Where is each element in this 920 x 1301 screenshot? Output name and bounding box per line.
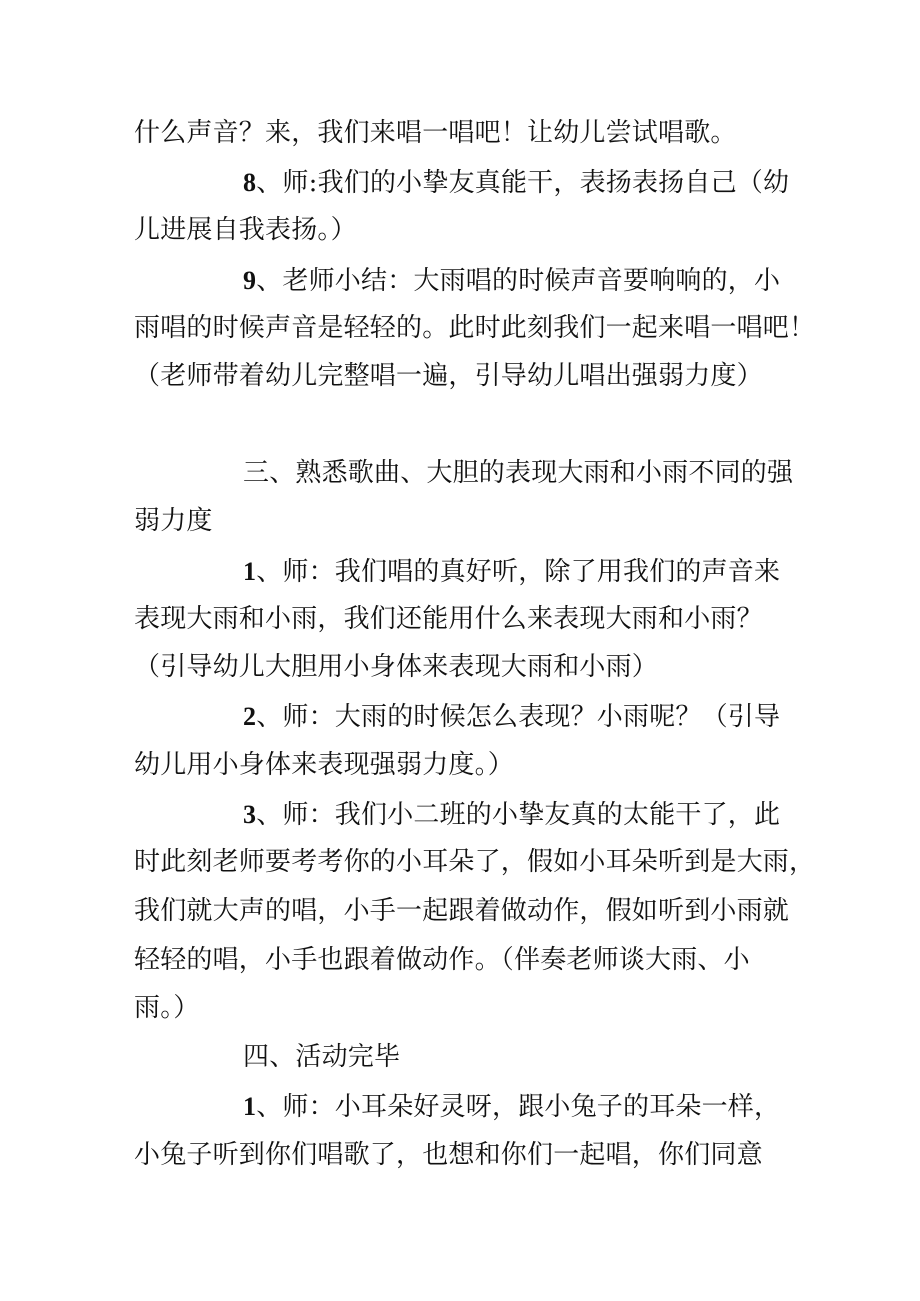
- line-text: 雨。）: [134, 993, 200, 1023]
- paragraph-line: [243, 800, 780, 830]
- line-text: 、师：小耳朵好灵呀，跟小兔子的耳朵一样，: [256, 1092, 781, 1122]
- section-heading: [243, 1042, 400, 1072]
- item-number: 2: [243, 702, 257, 731]
- section-heading-cont: [134, 506, 213, 536]
- paragraph-line: [243, 557, 780, 587]
- paragraph-line: [134, 945, 750, 975]
- line-text: 三、熟悉歌曲、大胆的表现大雨和小雨不同的强: [243, 458, 794, 488]
- line-text: 表现大雨和小雨，我们还能用什么来表现大雨和小雨？: [134, 604, 763, 634]
- paragraph-line: [243, 702, 780, 732]
- paragraph-line: [134, 1140, 763, 1170]
- paragraph-line: [134, 652, 658, 682]
- line-text: 、师：我们小二班的小挚友真的太能干了，此: [256, 800, 781, 830]
- line-text: 四、活动完毕: [243, 1042, 401, 1072]
- line-text: 轻轻的唱，小手也跟着做动作。（伴奏老师谈大雨、小: [134, 945, 750, 975]
- line-text: （老师带着幼儿完整唱一遍，引导幼儿唱出强弱力度）: [134, 361, 763, 391]
- line-text: 、师:我们的小挚友真能干，表扬表扬自己（幼: [256, 168, 790, 198]
- line-text: 我们就大声的唱，小手一起跟着做动作，假如听到小雨就: [134, 896, 790, 926]
- line-text: 弱力度: [134, 506, 213, 536]
- paragraph-line: [134, 361, 763, 391]
- paragraph-line: [134, 604, 763, 634]
- paragraph-line: [134, 313, 815, 343]
- paragraph-line: [134, 847, 815, 877]
- item-number: 9: [243, 266, 257, 295]
- line-text: 、师：我们唱的真好听，除了用我们的声音来: [256, 557, 781, 587]
- line-text: 雨唱的时候声音是轻轻的。此时此刻我们一起来唱一唱吧！: [134, 313, 816, 343]
- item-number: 1: [243, 557, 257, 586]
- section-heading: [243, 458, 793, 488]
- item-number: 8: [243, 168, 257, 197]
- line-text: 、师：大雨的时候怎么表现？小雨呢？（引导: [256, 702, 781, 732]
- paragraph-line: [134, 993, 200, 1023]
- paragraph-line: [243, 266, 780, 296]
- paragraph-line: [134, 750, 514, 780]
- paragraph-line: [243, 168, 789, 198]
- line-text: （引导幼儿大胆用小身体来表现大雨和小雨）: [134, 652, 659, 682]
- line-text: 儿进展自我表扬。）: [134, 215, 357, 245]
- item-number: 1: [243, 1092, 257, 1121]
- paragraph-line: [134, 896, 789, 926]
- item-number: 3: [243, 800, 257, 829]
- line-text: 幼儿用小身体来表现强弱力度。）: [134, 750, 515, 780]
- paragraph-line: [134, 215, 357, 245]
- line-text: 小兔子听到你们唱歌了，也想和你们一起唱，你们同意: [134, 1140, 763, 1170]
- paragraph-line: [243, 1092, 780, 1122]
- line-text: 什么声音？来，我们来唱一唱吧！让幼儿尝试唱歌。: [134, 118, 737, 148]
- line-text: 、老师小结：大雨唱的时候声音要响响的，小: [256, 266, 781, 296]
- paragraph-line: [134, 118, 737, 148]
- line-text: 时此刻老师要考考你的小耳朵了，假如小耳朵听到是大雨，: [134, 847, 816, 877]
